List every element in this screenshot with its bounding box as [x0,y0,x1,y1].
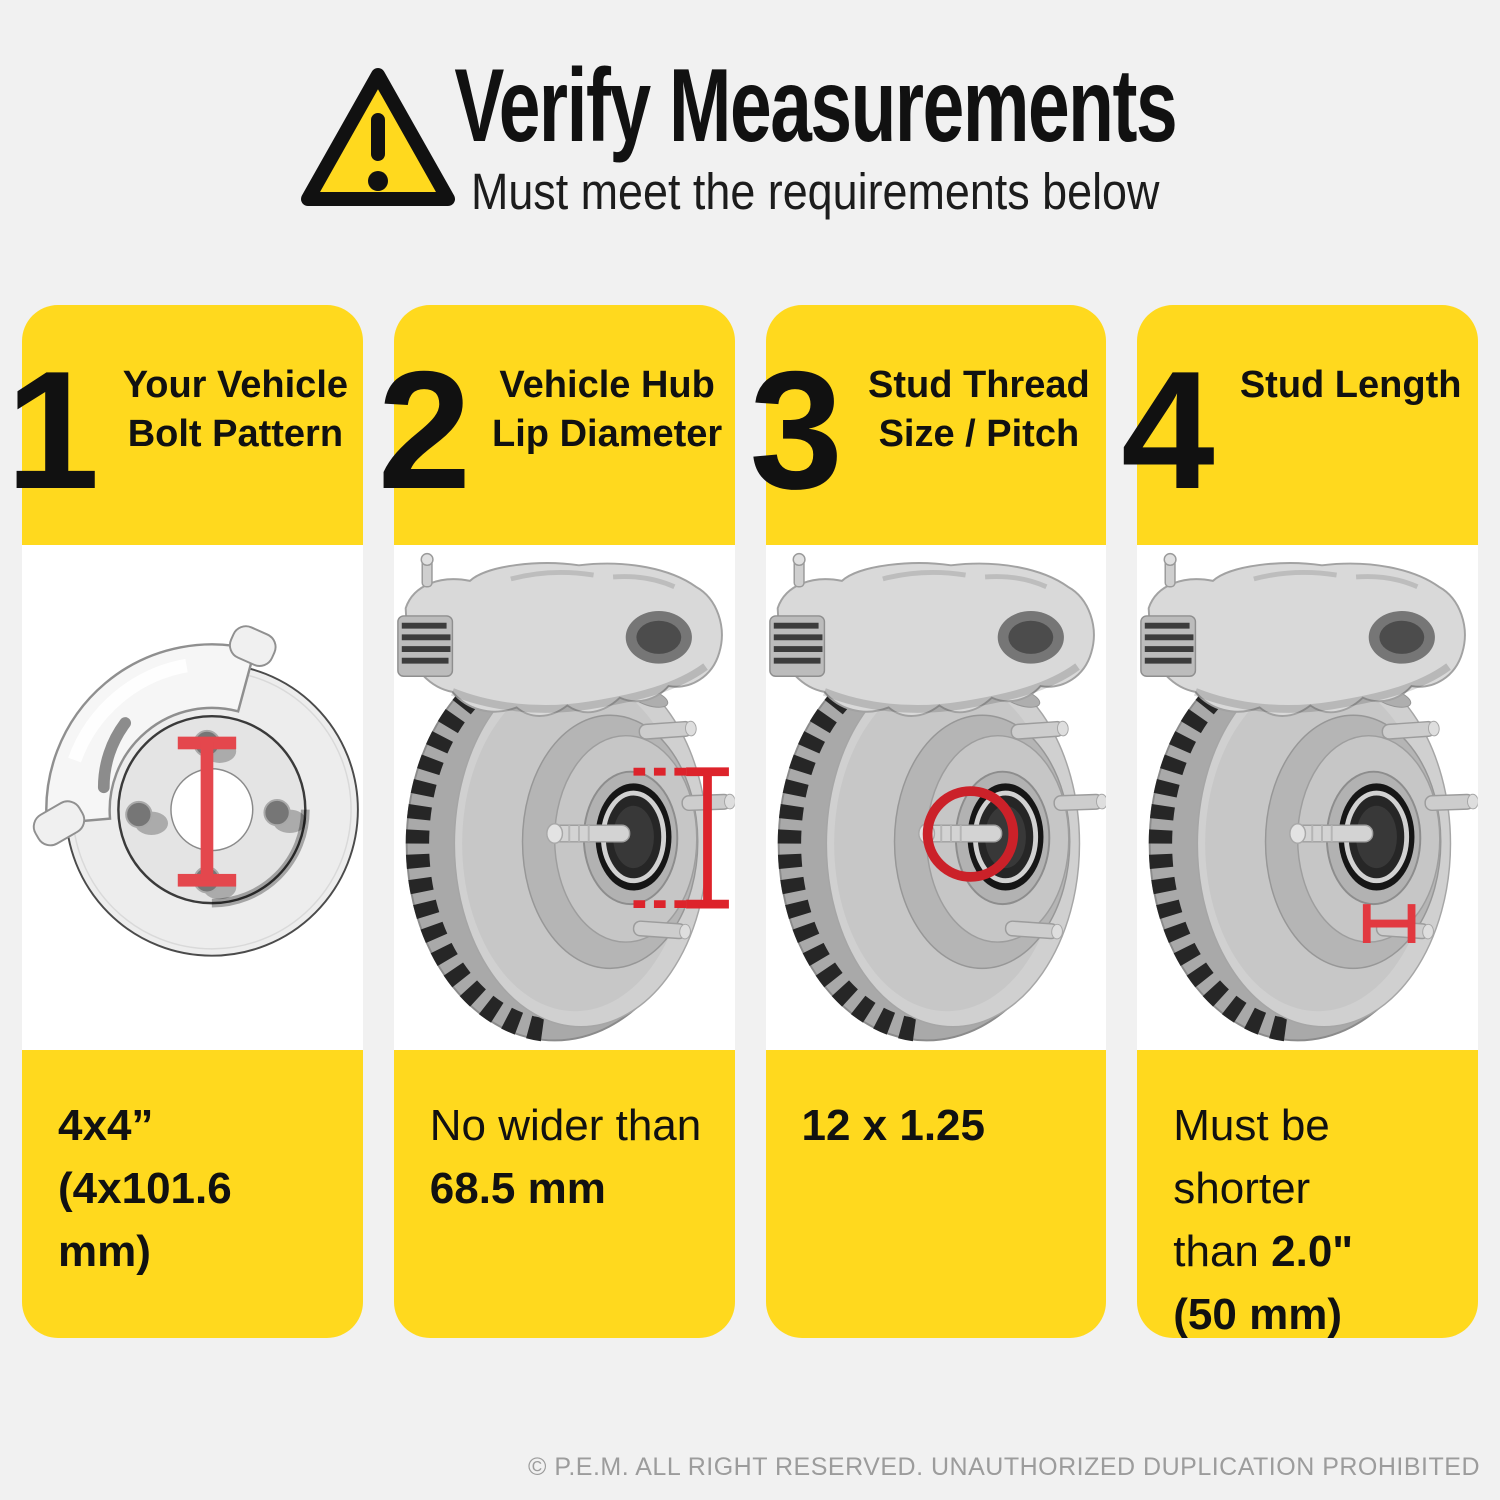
image-panel [394,545,735,1050]
brake-rotor-side-illustration [394,545,735,1050]
image-panel [1137,545,1478,1050]
requirement-text: Must be shorter than 2.0" (50 mm) [1137,1050,1478,1338]
card-stud-length [1121,305,1478,1339]
card-number: 2 [377,335,466,524]
card-title: Your Vehicle Bolt Pattern [122,364,349,455]
cards-grid [0,305,1500,1338]
card-header [6,305,363,545]
card-hub-lip-diameter [377,305,735,1338]
header [0,0,1500,250]
card-stud-thread [749,305,1107,1338]
card-title: Stud Length [1239,364,1462,406]
card-header [1121,305,1478,545]
card-header [377,305,735,545]
brake-rotor-front-illustration [22,545,363,1050]
copyright-notice: © P.E.M. ALL RIGHT RESERVED. UNAUTHORIZED DUPLICATION PROHIBITED [528,1453,1480,1481]
card-title: Stud Thread Size / Pitch [868,364,1090,455]
card-bolt-pattern [6,305,363,1338]
card-title: Vehicle Hub Lip Diameter [492,364,723,455]
card-number: 1 [6,335,94,524]
page-subtitle: Must meet the requirements below [470,163,1160,221]
requirement-text: 12 x 1.25 [766,1050,1107,1338]
image-panel [766,545,1107,1050]
brake-rotor-side-illustration [766,545,1107,1050]
brake-rotor-side-illustration [1137,545,1478,1050]
card-number: 3 [749,335,837,524]
image-panel [22,545,363,1050]
requirement-text: No wider than 68.5 mm [394,1050,735,1338]
requirement-text: 4x4” (4x101.6 mm) [22,1050,363,1338]
page-title: Verify Measurements [454,48,1176,164]
card-number: 4 [1121,335,1209,524]
card-header [749,305,1107,545]
